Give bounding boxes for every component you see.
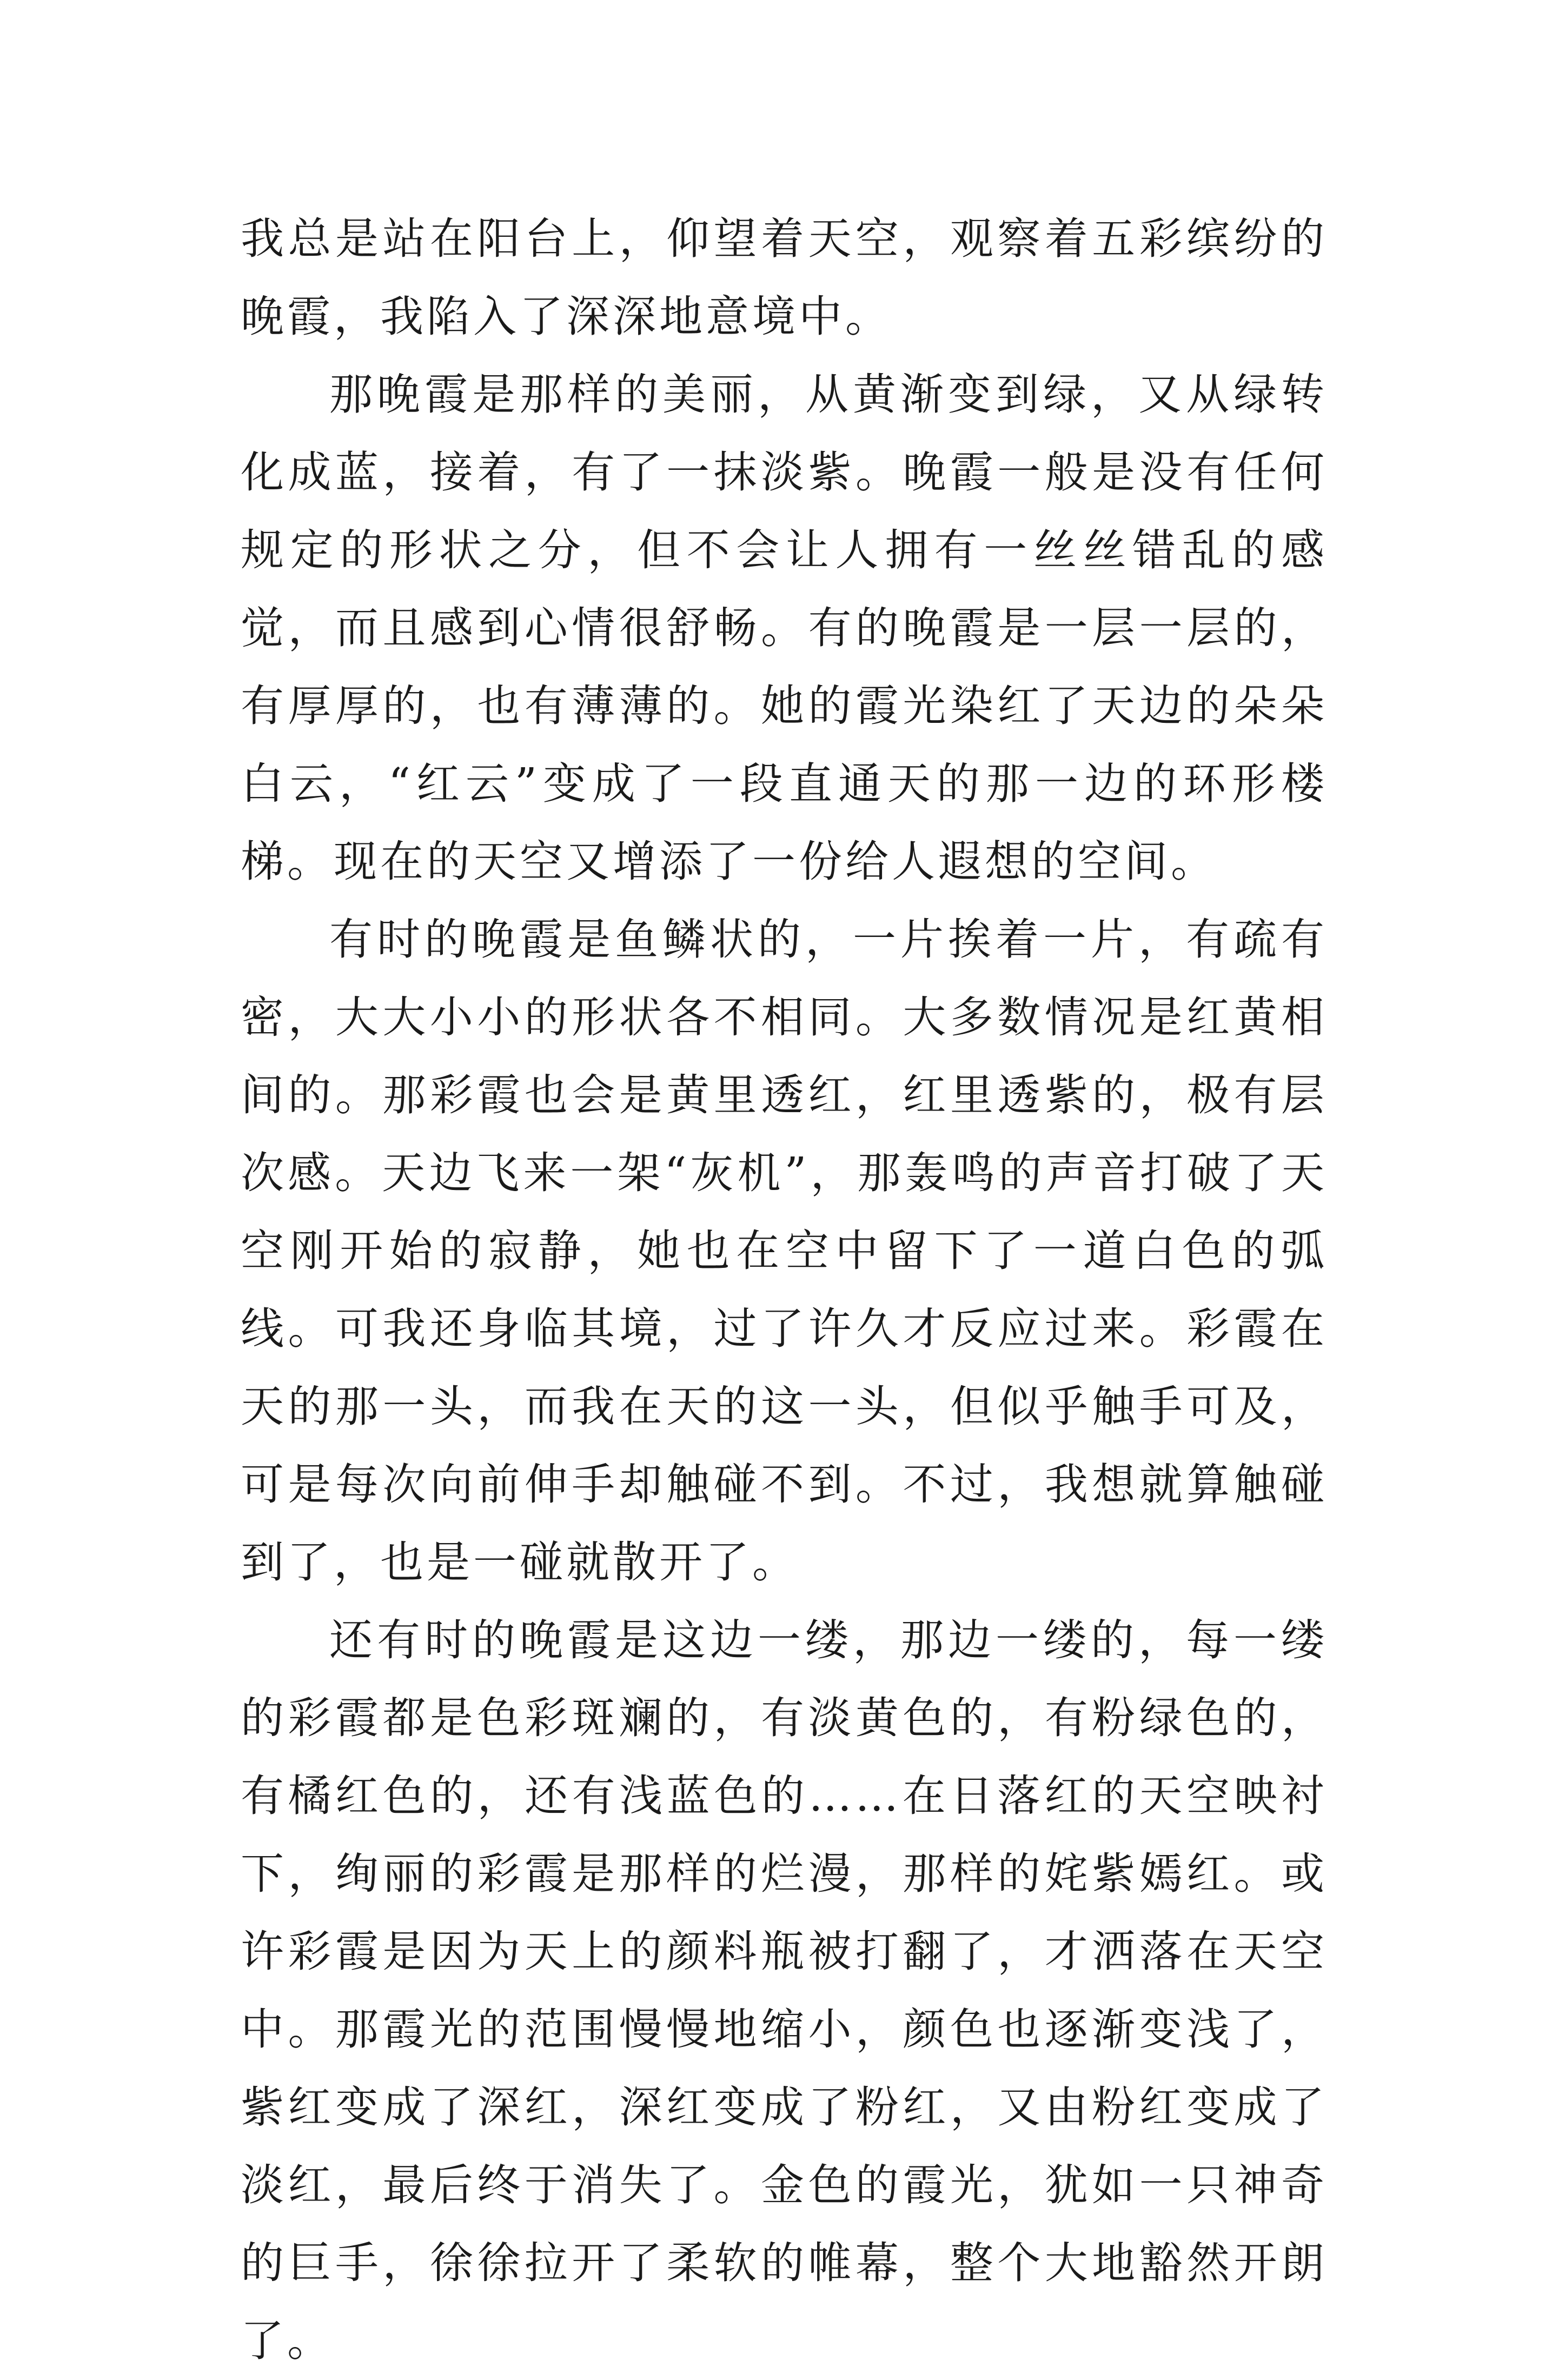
- paragraph-1: 我总是站在阳台上，仰望着天空，观察着五彩缤纷的晚霞，我陷入了深深地意境中。: [241, 214, 1328, 342]
- paragraph-2: 那晚霞是那样的美丽，从黄渐变到绿，又从绿转化成蓝，接着，有了一抹淡紫。晚霞一般是没有任何规定的形状之分，但不会让人拥有一丝丝错乱的感觉，而且感到心情很舒畅。有的晚霞是一层一层的，有厚厚的，也有薄薄的。她的霞光染红了天边的朵朵白云，“红云”变成了一段直通天的那一边的环形楼梯。现在的天空又增添了一份给人遐想的空间。: [241, 369, 1328, 887]
- essay-body: [241, 200, 1328, 2380]
- paragraph-3: 有时的晚霞是鱼鳞状的，一片挨着一片，有疏有密，大大小小的形状各不相同。大多数情况是红黄相间的。那彩霞也会是黄里透红，红里透紫的，极有层次感。天边飞来一架“灰机”，那轰鸣的声音打破了天空刚开始的寂静，她也在空中留下了一道白色的弧线。可我还身临其境，过了许久才反应过来。彩霞在天的那一头，而我在天的这一头，但似乎触手可及，可是每次向前伸手却触碰不到。不过，我想就算触碰到了，也是一碰就散开了。: [241, 914, 1328, 1587]
- paragraph-4: 还有时的晚霞是这边一缕，那边一缕的，每一缕的彩霞都是色彩斑斓的，有淡黄色的，有粉绿色的，有橘红色的，还有浅蓝色的……在日落红的天空映衬下，绚丽的彩霞是那样的烂漫，那样的姹紫嫣红。或许彩霞是因为天上的颜料瓶被打翻了，才洒落在天空中。那霞光的范围慢慢地缩小，颜色也逐渐变浅了，紫红变成了深红，深红变成了粉红，又由粉红变成了淡红，最后终于消失了。金色的霞光，犹如一只神奇的巨手，徐徐拉开了柔软的帷幕，整个大地豁然开朗了。: [241, 1615, 1328, 2366]
